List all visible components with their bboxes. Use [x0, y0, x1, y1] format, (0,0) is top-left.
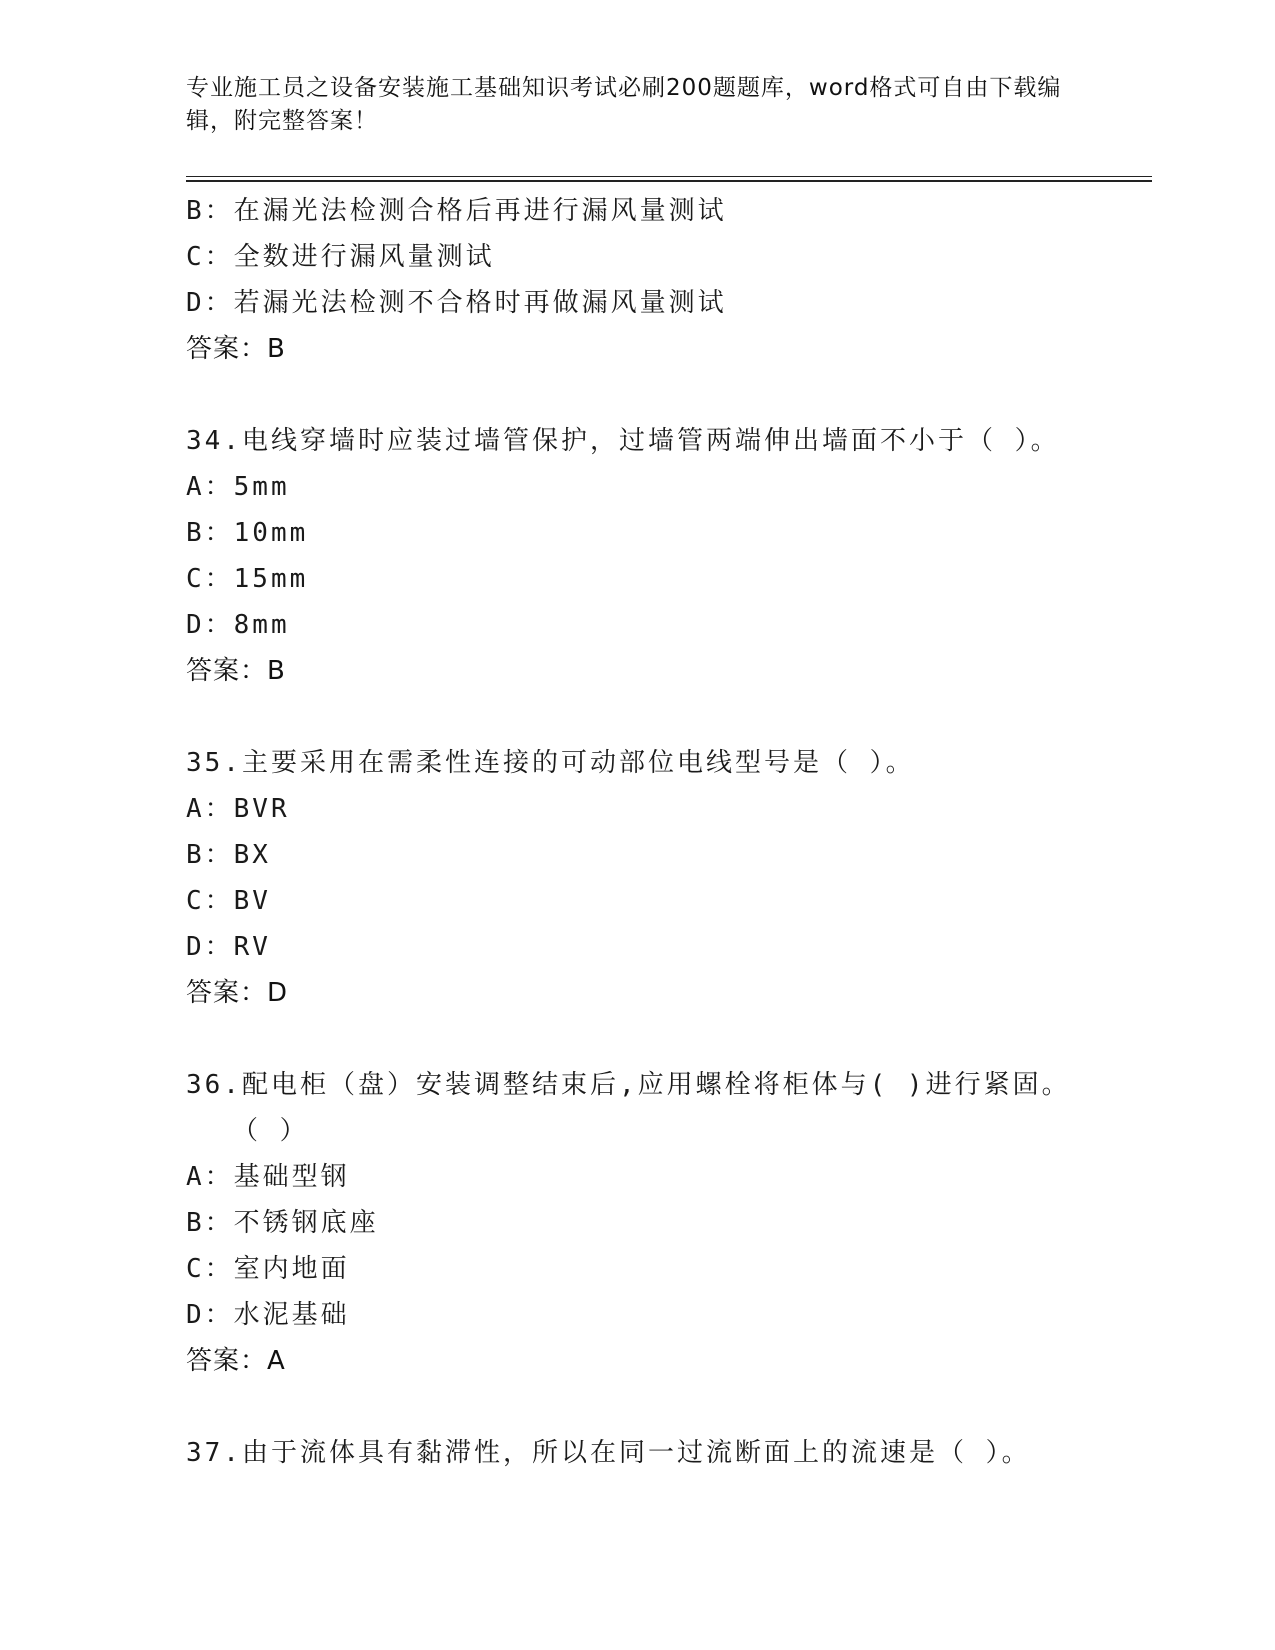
option-b: B：BX — [186, 840, 271, 870]
header-divider-thin — [186, 176, 1152, 177]
answer-line: 答案：D — [186, 978, 289, 1008]
option-a: A：BVR — [186, 794, 290, 824]
question-stem: 35.主要采用在需柔性连接的可动部位电线型号是（ ）。 — [186, 748, 915, 778]
answer-line: 答案：B — [186, 334, 286, 364]
spacer — [186, 1384, 1086, 1430]
option-a: A：5mm — [186, 472, 290, 502]
question-stem: 37.由于流体具有黏滞性，所以在同一过流断面上的流速是（ ）。 — [186, 1438, 1031, 1468]
answer-line: 答案：B — [186, 656, 286, 686]
spacer — [186, 1016, 1086, 1062]
option-d: D：水泥基础 — [186, 1300, 350, 1330]
question-list — [186, 188, 1086, 1476]
option-d: D：RV — [186, 932, 271, 962]
option-a: A：基础型钢 — [186, 1162, 350, 1192]
question-stem: 36.配电柜（盘）安装调整结束后,应用螺栓将柜体与( )进行紧固。（ ） — [186, 1070, 1071, 1146]
option-c: C：全数进行漏风量测试 — [186, 242, 495, 272]
option-b: B：10mm — [186, 518, 309, 548]
answer-line: 答案：A — [186, 1346, 286, 1376]
spacer — [186, 694, 1086, 740]
option-d: D：若漏光法检测不合格时再做漏风量测试 — [186, 288, 727, 318]
header-divider-thick — [186, 180, 1152, 182]
option-d: D：8mm — [186, 610, 290, 640]
option-b: B：在漏光法检测合格后再进行漏风量测试 — [186, 196, 727, 226]
document-title: 专业施工员之设备安装施工基础知识考试必刷200题题库，word格式可自由下载编辑，附完整答案！ — [186, 75, 1062, 134]
option-c: C：15mm — [186, 564, 309, 594]
option-c: C：室内地面 — [186, 1254, 350, 1284]
spacer — [186, 372, 1086, 418]
option-b: B：不锈钢底座 — [186, 1208, 379, 1238]
option-c: C：BV — [186, 886, 271, 916]
question-stem: 34.电线穿墙时应装过墙管保护，过墙管两端伸出墙面不小于（ ）。 — [186, 426, 1060, 456]
